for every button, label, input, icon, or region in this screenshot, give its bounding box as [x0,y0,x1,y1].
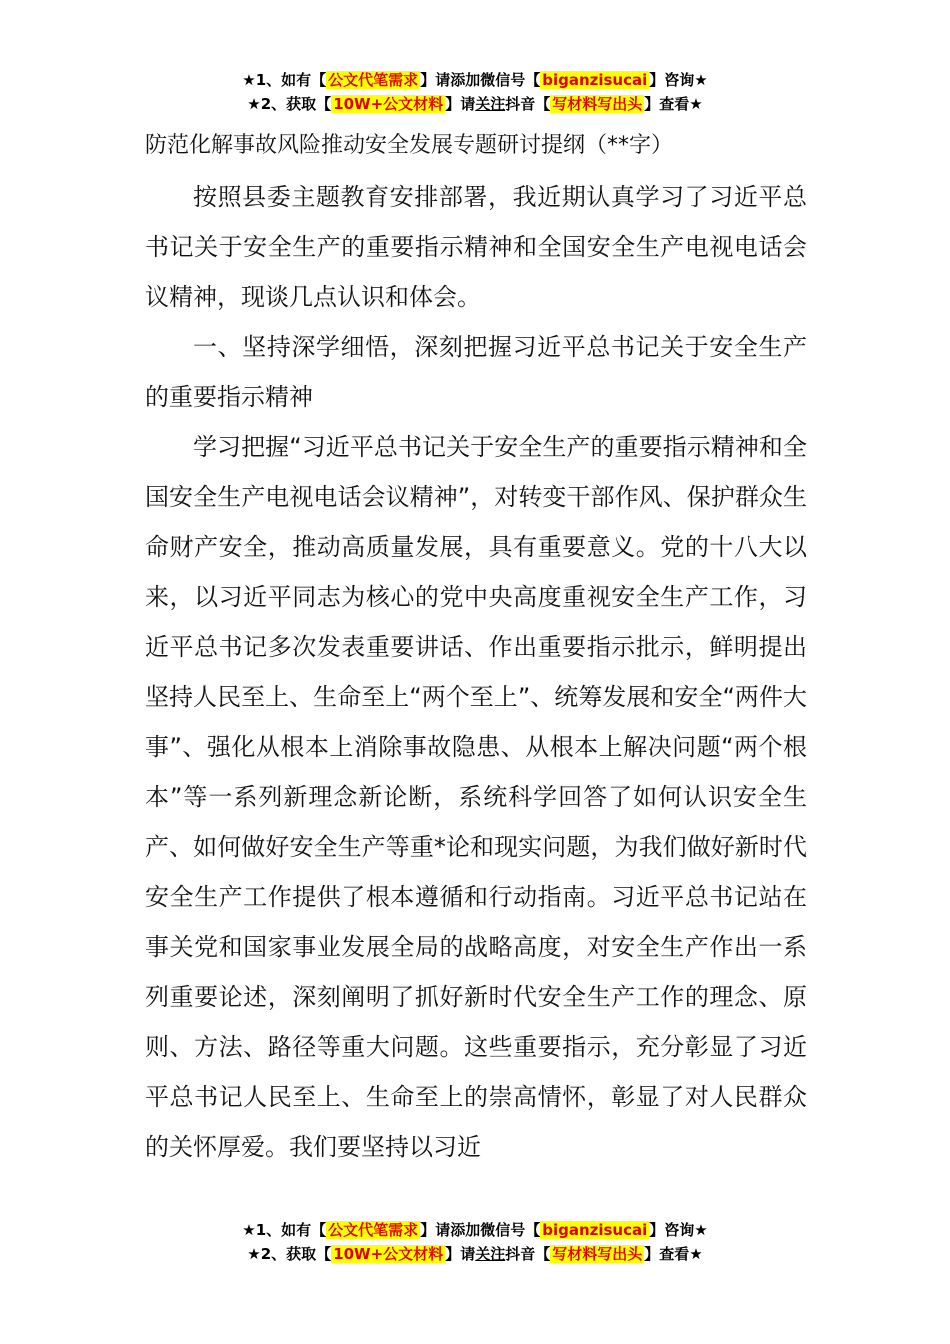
banner-text: ★2、获取【 [247,1245,332,1263]
banner-text: 】咨询★ [649,1221,708,1239]
banner-text: 】请 [445,1245,476,1263]
paragraph: 学习把握“习近平总书记关于安全生产的重要指示精神和全国安全生产电视电话会议精神”，对转变干部作风、保护群众生命财产安全，推动高质量发展，具有重要意义。党的十八大以来，以习近平同志为核心的党中央高度重视安全生产工作，习近平总书记多次发表重要讲话、作出重要指示批示，鲜明提出坚持人民至上、生命至上“两个至上”、统筹发展和安全“两件大事”、强化从根本上消除事故隐患、从根本上解决问题“两个根本”等一系列新理念新论断，系统科学回答了如何认识安全生产、如何做好安全生产等重*论和现实问题，为我们做好新时代安全生产工作提供了根本遵循和行动指南。习近平总书记站在事关党和国家事业发展全局的战略高度，对安全生产作出一系列重要论述，深刻阐明了抓好新时代安全生产工作的理念、原则、方法、路径等重大问题。这些重要指示，充分彰显了习近平总书记人民至上、生命至上的崇高情怀，彰显了对人民群众的关怀厚爱。我们要坚持以习近 [145,433,807,1161]
banner-line-2 [0,92,950,116]
section-heading: 一、坚持深学细悟，深刻把握习近平总书记关于安全生产的重要指示精神 [145,333,807,411]
wechat-id: biganzisucai [542,71,648,89]
underlined-text: 关注 [475,1245,506,1263]
banner-text: 】请添加微信号【 [420,71,541,89]
banner-text: ★1、如有【 [242,71,327,89]
banner-line-1 [0,68,950,92]
banner-line-1 [0,1218,950,1242]
banner-text: 】咨询★ [649,71,708,89]
banner-text: ★2、获取【 [247,95,332,113]
header-banner [0,68,950,116]
banner-text: 】请添加微信号【 [420,1221,541,1239]
banner-text: 抖音【 [505,1245,551,1263]
paragraph: 按照县委主题教育安排部署，我近期认真学习了习近平总书记关于安全生产的重要指示精神和全国安全生产电视电话会议精神，现谈几点认识和体会。 [145,183,807,311]
douyin-account: 写材料写出头 [552,95,643,113]
underlined-text: 关注 [475,95,506,113]
footer-banner [0,1218,950,1266]
highlight-text: 公文代笔需求 [328,1221,419,1239]
banner-text: 】查看★ [644,1245,703,1263]
highlight-text: 公文代笔需求 [328,71,419,89]
banner-line-2 [0,1242,950,1266]
wechat-id: biganzisucai [542,1221,648,1239]
banner-text: ★1、如有【 [242,1221,327,1239]
banner-text: 】查看★ [644,95,703,113]
document-title: 防范化解事故风险推动安全发展专题研讨提纲（**字） [145,133,674,158]
highlight-text: 10W+公文材料 [333,95,444,113]
highlight-text: 10W+公文材料 [333,1245,444,1263]
document-body [145,126,807,1172]
banner-text: 抖音【 [505,95,551,113]
douyin-account: 写材料写出头 [552,1245,643,1263]
banner-text: 】请 [445,95,476,113]
